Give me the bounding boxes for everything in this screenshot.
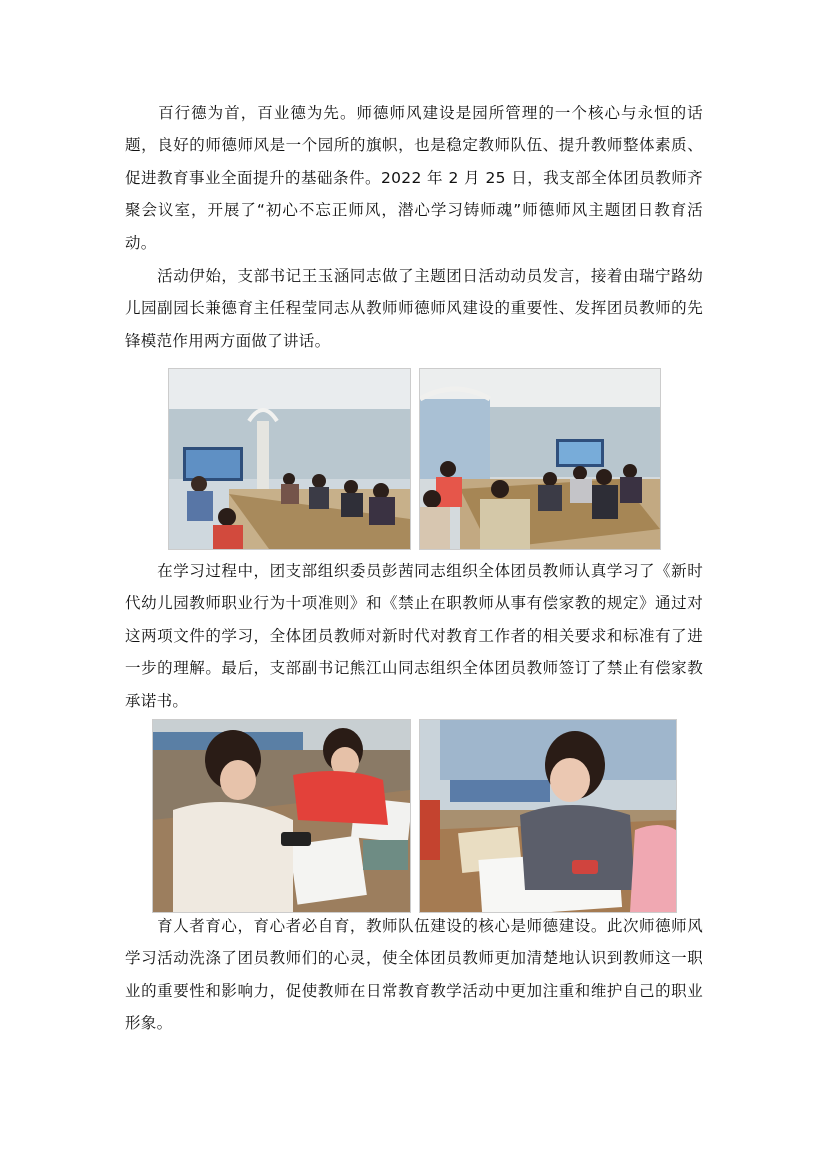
signing-photo-1 xyxy=(152,719,411,913)
paragraph-study-process: 在学习过程中，团支部组织委员彭茜同志组织全体团员教师认真学习了《新时代幼儿园教师职业行为十项准则》和《禁止在职教师从事有偿家教的规定》通过对这两项文件的学习，全体团员教师对新时代对教育工作者的相关要求和标准有了进一步的理解。最后，支部副书记熊江山同志组织全体团员教师签订了禁止有偿家教承诺书。 xyxy=(125,562,703,710)
signing-photo-2 xyxy=(419,719,677,913)
paragraph-intro: 百行德为首，百业德为先。师德师风建设是园所管理的一个核心与永恒的话题，良好的师德师风是一个园所的旗帜，也是稳定教师队伍、提升教师整体素质、促进教育事业全面提升的基础条件。2022 年 2 月 25 日，我支部全体团员教师齐聚会议室，开展了“初心不忘正师风，潜心学习铸师魂”师德师风主题团日教育活动。 xyxy=(125,104,703,252)
meeting-room-photo-1 xyxy=(168,368,411,550)
paragraph-activity-start: 活动伊始，支部书记王玉涵同志做了主题团日活动动员发言，接着由瑞宁路幼儿园副园长兼德育主任程莹同志从教师师德师风建设的重要性、发挥团员教师的先锋模范作用两方面做了讲话。 xyxy=(125,267,703,350)
paragraph-conclusion: 育人者育心，育心者必自育，教师队伍建设的核心是师德建设。此次师德师风学习活动洗涤了团员教师们的心灵，使全体团员教师更加清楚地认识到教师这一职业的重要性和影响力，促使教师在日常教育教学活动中更加注重和维护自己的职业形象。 xyxy=(125,917,703,1033)
meeting-room-photo-2 xyxy=(419,368,661,550)
